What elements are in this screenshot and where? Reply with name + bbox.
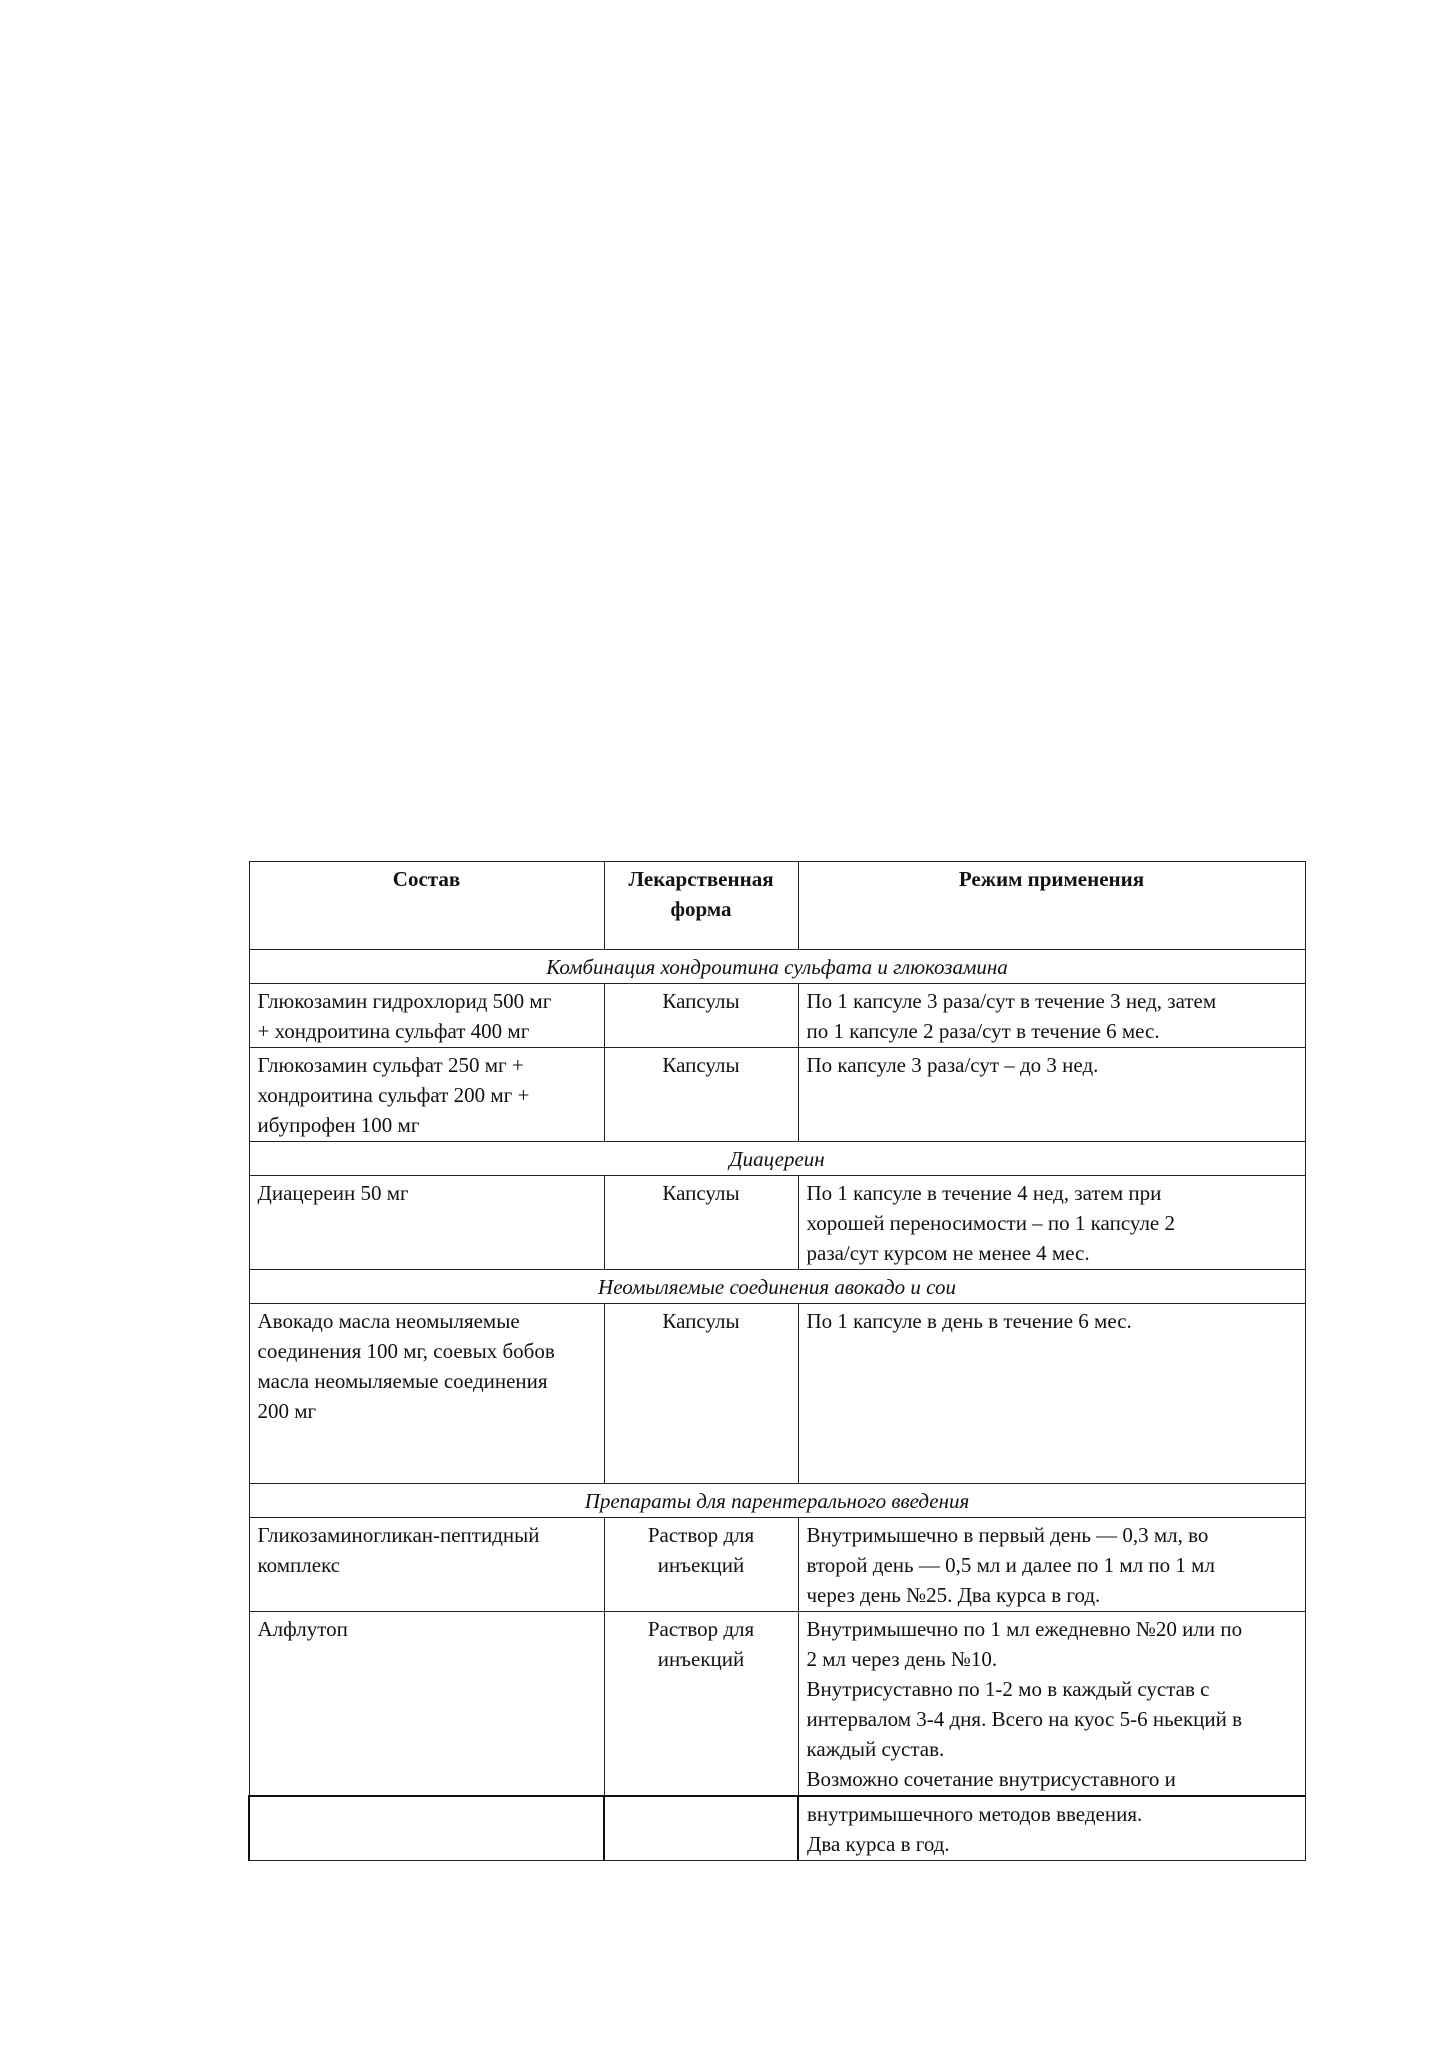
- cell-line: каждый сустав.: [806, 1737, 945, 1761]
- table-row: [249, 1048, 1305, 1142]
- cell-line: Глюкозамин сульфат 250 мг +: [257, 1053, 524, 1077]
- section-title: Препараты для парентерального введения: [249, 1484, 1305, 1518]
- cell-line: Диацереин 50 мг: [257, 1181, 409, 1205]
- regimen-cell: [798, 1518, 1305, 1612]
- section-row: [249, 1484, 1305, 1518]
- composition-cell: [249, 1518, 604, 1612]
- cell-line: инъекций: [657, 1647, 745, 1671]
- cell-line: По 1 капсуле в течение 4 нед, затем при: [806, 1181, 1162, 1205]
- header-composition: Состав: [249, 862, 604, 950]
- cell-line: комплекс: [257, 1553, 341, 1577]
- cell-line: + хондроитина сульфат 400 мг: [257, 1019, 530, 1043]
- section-row: [249, 1142, 1305, 1176]
- form-cell: [604, 984, 798, 1048]
- composition-cell: [249, 1612, 604, 1797]
- cell-line: Внутримышечно в первый день — 0,3 мл, во: [806, 1523, 1209, 1547]
- section-title: Неомыляемые соединения авокадо и сои: [249, 1270, 1305, 1304]
- cell-line: 200 мг: [257, 1399, 317, 1423]
- cell-line: хондроитина сульфат 200 мг +: [257, 1083, 530, 1107]
- cell-line: Капсулы: [662, 989, 740, 1013]
- header-form: Лекарственная форма: [604, 862, 798, 950]
- cell-line: Два курса в год.: [807, 1832, 950, 1856]
- form-cell: [604, 1048, 798, 1142]
- cell-line: масла неомыляемые соединения: [257, 1369, 548, 1393]
- regimen-cell: [798, 1612, 1305, 1797]
- cell-line: 2 мл через день №10.: [806, 1647, 998, 1671]
- table-row: [249, 1612, 1305, 1797]
- cell-line: Внутримышечно по 1 мл ежедневно №20 или по: [806, 1617, 1243, 1641]
- section-title: Диацереин: [249, 1142, 1305, 1176]
- cell-line: по 1 капсуле 2 раза/сут в течение 6 мес.: [806, 1019, 1160, 1043]
- cell-line: Гликозаминогликан-пептидный: [257, 1523, 540, 1547]
- cell-line: соединения 100 мг, соевых бобов: [257, 1339, 555, 1363]
- regimen-cell: [798, 1176, 1305, 1270]
- cell-line: интервалом 3-4 дня. Всего на куос 5-6 ньекций в: [806, 1707, 1243, 1731]
- cell-line: ибупрофен 100 мг: [257, 1113, 420, 1137]
- cell-line: Капсулы: [662, 1053, 740, 1077]
- composition-cell: [249, 1304, 604, 1484]
- cell-line: инъекций: [657, 1553, 745, 1577]
- table-body: [249, 950, 1305, 1861]
- table-row: [249, 1518, 1305, 1612]
- cell-line: Раствор для: [647, 1617, 755, 1641]
- regimen-cell: [798, 984, 1305, 1048]
- regimen-cell: [798, 1796, 1305, 1861]
- cell-line: второй день — 0,5 мл и далее по 1 мл по 1 мл: [806, 1553, 1215, 1577]
- continuation-row: [249, 1796, 1305, 1861]
- cell-line: Капсулы: [662, 1181, 740, 1205]
- cell-line: через день №25. Два курса в год.: [806, 1583, 1101, 1607]
- composition-cell: [249, 1176, 604, 1270]
- cell-line: Авокадо масла неомыляемые: [257, 1309, 520, 1333]
- form-cell: [604, 1612, 798, 1797]
- cell-line: раза/сут курсом не менее 4 мес.: [806, 1241, 1090, 1265]
- header-regimen: Режим применения: [798, 862, 1305, 950]
- table-row: [249, 1304, 1305, 1484]
- form-cell: [604, 1518, 798, 1612]
- cell-line: хорошей переносимости – по 1 капсуле 2: [806, 1211, 1176, 1235]
- regimen-cell: [798, 1304, 1305, 1484]
- table-header-row: [249, 862, 1305, 950]
- cell-line: По 1 капсуле в день в течение 6 мес.: [806, 1309, 1132, 1333]
- table-row: [249, 1176, 1305, 1270]
- cell-line: Глюкозамин гидрохлорид 500 мг: [257, 989, 552, 1013]
- cell-line: По 1 капсуле 3 раза/сут в течение 3 нед, затем: [806, 989, 1217, 1013]
- section-row: [249, 1270, 1305, 1304]
- form-cell: [604, 1176, 798, 1270]
- form-cell: [604, 1796, 798, 1861]
- cell-line: Возможно сочетание внутрисуставного и: [806, 1767, 1176, 1791]
- composition-cell: [249, 1048, 604, 1142]
- drug-table: [248, 861, 1306, 1861]
- table-row: [249, 984, 1305, 1048]
- cell-line: Внутрисуставно по 1-2 мо в каждый сустав с: [806, 1677, 1210, 1701]
- cell-line: Раствор для: [647, 1523, 755, 1547]
- cell-line: внутримышечного методов введения.: [807, 1802, 1143, 1826]
- cell-line: Капсулы: [662, 1309, 740, 1333]
- cell-line: По капсуле 3 раза/сут – до 3 нед.: [806, 1053, 1099, 1077]
- regimen-cell: [798, 1048, 1305, 1142]
- section-title: Комбинация хондроитина сульфата и глюкозамина: [249, 950, 1305, 984]
- cell-line: Алфлутоп: [257, 1617, 348, 1641]
- composition-cell: [249, 984, 604, 1048]
- composition-cell: [249, 1796, 604, 1861]
- form-cell: [604, 1304, 798, 1484]
- section-row: [249, 950, 1305, 984]
